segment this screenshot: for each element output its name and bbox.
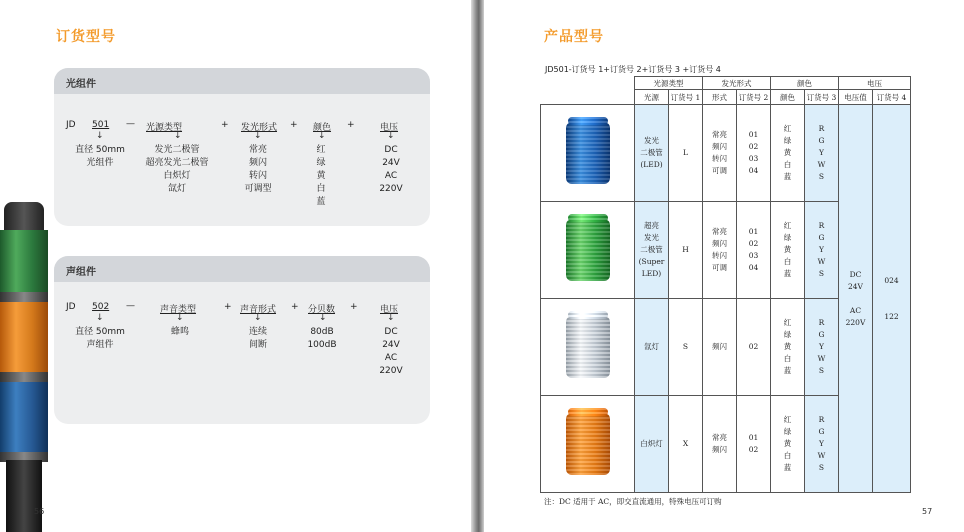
color-cell: 红 绿 黄 白 蓝 xyxy=(771,299,805,396)
light-arrow-base: ↓ xyxy=(96,131,104,141)
code2-cell: 01 02 03 04 xyxy=(737,202,771,299)
sound-arrow-voltage: ↓ xyxy=(387,313,395,323)
sound-header-voltage: 电压 xyxy=(380,305,399,315)
sound-plus-3: + xyxy=(350,302,358,312)
light-component-heading: 光组件 xyxy=(66,79,96,90)
sound-arrow-form: ↓ xyxy=(254,313,262,323)
sound-decibel-item: 100dB xyxy=(307,340,337,350)
sub-header: 电压值 xyxy=(839,90,873,105)
sound-plus-2: + xyxy=(291,302,299,312)
light-source-item: 氙灯 xyxy=(167,184,186,194)
light-plus-3: + xyxy=(347,120,355,130)
group-header-source: 光源类型 xyxy=(635,77,703,90)
sound-plus-1: + xyxy=(224,302,232,312)
color-cell: 红 绿 黄 白 蓝 xyxy=(771,105,805,202)
light-color-item: 黄 xyxy=(316,171,326,181)
sound-decibel-item: 80dB xyxy=(310,327,334,337)
sub-header: 光源 xyxy=(635,90,669,105)
code1-cell: S xyxy=(669,299,703,396)
sub-header: 形式 xyxy=(703,90,737,105)
light-color-item: 红 xyxy=(316,145,326,155)
sound-header-form: 声音形式 xyxy=(240,305,277,315)
light-voltage-item: DC xyxy=(384,145,398,155)
sub-header: 颜色 xyxy=(771,90,805,105)
light-code-number: 501 xyxy=(92,120,110,130)
group-header-color: 颜色 xyxy=(771,77,839,90)
code2-cell: 02 xyxy=(737,299,771,396)
sound-component-panel xyxy=(54,256,430,424)
light-header-voltage: 电压 xyxy=(380,123,399,133)
lens-image-cell xyxy=(541,105,635,202)
sound-arrow-decibel: ↓ xyxy=(319,313,327,323)
color-cell: 红 绿 黄 白 蓝 xyxy=(771,202,805,299)
code1-cell: L xyxy=(669,105,703,202)
code2-cell: 01 02 xyxy=(737,396,771,493)
sound-form-column xyxy=(240,326,276,352)
form-cell: 常亮 频闪 xyxy=(703,396,737,493)
light-header-form: 发光形式 xyxy=(241,123,278,133)
light-form-item: 可调型 xyxy=(244,184,272,194)
form-cell: 常亮 频闪 转闪 可调 xyxy=(703,202,737,299)
sound-header-decibel: 分贝数 xyxy=(308,305,336,315)
sound-type-column xyxy=(160,326,200,339)
code3-cell: R G Y W S xyxy=(805,299,839,396)
sound-decibel-column xyxy=(302,326,342,352)
sub-header: 订货号 4 xyxy=(873,90,911,105)
light-form-item: 频闪 xyxy=(248,158,267,168)
book-spine xyxy=(471,0,484,532)
code1-cell: H xyxy=(669,202,703,299)
light-component-panel xyxy=(54,68,430,226)
sound-component-heading: 声组件 xyxy=(66,267,96,278)
product-model-title: 产品型号 xyxy=(544,29,604,45)
code3-cell: R G Y W S xyxy=(805,396,839,493)
voltage-value-cell: DC 24V AC 220V xyxy=(839,105,873,493)
sound-voltage-column xyxy=(374,326,408,378)
form-cell: 常亮 频闪 转闪 可调 xyxy=(703,105,737,202)
light-base-line: 直径 50mm xyxy=(75,145,125,155)
color-cell: 红 绿 黄 白 蓝 xyxy=(771,396,805,493)
lens-image-cell xyxy=(541,396,635,493)
light-form-item: 转闪 xyxy=(248,171,267,181)
sound-type-item: 蜂鸣 xyxy=(170,327,189,337)
light-arrow-color: ↓ xyxy=(318,131,326,141)
sound-header-type: 声音类型 xyxy=(160,305,197,315)
footnote: 注：DC 适用于 AC，即交直流通用，特殊电压可订购 xyxy=(544,497,722,506)
left-page-number: 56 xyxy=(34,507,45,516)
sound-voltage-item: 220V xyxy=(379,366,403,376)
sound-arrow-type: ↓ xyxy=(176,313,184,323)
product-model-table xyxy=(540,76,911,493)
voltage-code-cell: 024 122 xyxy=(873,105,911,493)
light-source-column xyxy=(144,144,210,196)
code3-cell: R G Y W S xyxy=(805,105,839,202)
light-arrow-form: ↓ xyxy=(254,131,262,141)
light-header-source: 光源类型 xyxy=(146,123,183,133)
light-color-item: 蓝 xyxy=(316,197,326,207)
light-voltage-item: 220V xyxy=(379,184,403,194)
light-voltage-item: AC xyxy=(384,171,398,181)
right-page xyxy=(484,0,964,532)
order-model-title: 订货型号 xyxy=(56,29,116,45)
sound-voltage-item: 24V xyxy=(382,340,400,350)
light-dash: — xyxy=(126,119,135,129)
lens-image-cell xyxy=(541,202,635,299)
light-base-line: 光组件 xyxy=(86,158,114,168)
sound-form-item: 连续 xyxy=(248,327,267,337)
light-voltage-item: 24V xyxy=(382,158,400,168)
green-lens-image xyxy=(566,219,610,281)
form-cell: 频闪 xyxy=(703,299,737,396)
signal-tower-image xyxy=(0,202,50,532)
light-form-column xyxy=(240,144,276,196)
light-color-column xyxy=(310,144,332,209)
light-form-item: 常亮 xyxy=(248,145,267,155)
sound-base-line: 直径 50mm xyxy=(75,327,125,337)
source-cell: 白炽灯 xyxy=(635,396,669,493)
blue-lens-image xyxy=(566,122,610,184)
sound-voltage-item: DC xyxy=(384,327,398,337)
code1-cell: X xyxy=(669,396,703,493)
left-page xyxy=(0,0,471,532)
sound-arrow-base: ↓ xyxy=(96,313,104,323)
source-cell: 发光 二极管 (LED) xyxy=(635,105,669,202)
light-arrow-source: ↓ xyxy=(174,131,182,141)
light-color-item: 绿 xyxy=(316,158,326,168)
light-base-column xyxy=(74,144,126,170)
light-header-color: 颜色 xyxy=(313,123,332,133)
source-cell: 超亮 发光 二极管 (Super LED) xyxy=(635,202,669,299)
source-cell: 氙灯 xyxy=(635,299,669,396)
light-code-prefix: JD xyxy=(66,120,76,130)
sub-header: 订货号 3 xyxy=(805,90,839,105)
light-plus-1: + xyxy=(221,120,229,130)
light-source-item: 超亮发光二极管 xyxy=(145,158,209,168)
sound-code-number: 502 xyxy=(92,302,110,312)
sound-code-prefix: JD xyxy=(66,302,76,312)
order-formula: JD501-订货号 1+订货号 2+订货号 3 +订货号 4 xyxy=(545,65,721,74)
sub-header: 订货号 2 xyxy=(737,90,771,105)
right-page-number: 57 xyxy=(922,507,933,516)
code2-cell: 01 02 03 04 xyxy=(737,105,771,202)
light-source-item: 发光二极管 xyxy=(154,145,200,155)
group-header-form: 发光形式 xyxy=(703,77,771,90)
light-voltage-column xyxy=(374,144,408,196)
sound-base-column xyxy=(74,326,126,352)
sound-form-item: 间断 xyxy=(248,340,267,350)
light-color-item: 白 xyxy=(316,184,326,194)
sound-voltage-item: AC xyxy=(384,353,398,363)
clear-lens-image xyxy=(566,316,610,378)
lens-image-cell xyxy=(541,299,635,396)
sub-header: 订货号 1 xyxy=(669,90,703,105)
light-arrow-voltage: ↓ xyxy=(387,131,395,141)
light-plus-2: + xyxy=(290,120,298,130)
code3-cell: R G Y W S xyxy=(805,202,839,299)
sound-base-line: 声组件 xyxy=(86,340,114,350)
sound-dash: — xyxy=(126,301,135,311)
table-row xyxy=(541,105,911,202)
light-source-item: 白炽灯 xyxy=(163,171,191,181)
orange-lens-image xyxy=(566,413,610,475)
group-header-voltage: 电压 xyxy=(839,77,911,90)
